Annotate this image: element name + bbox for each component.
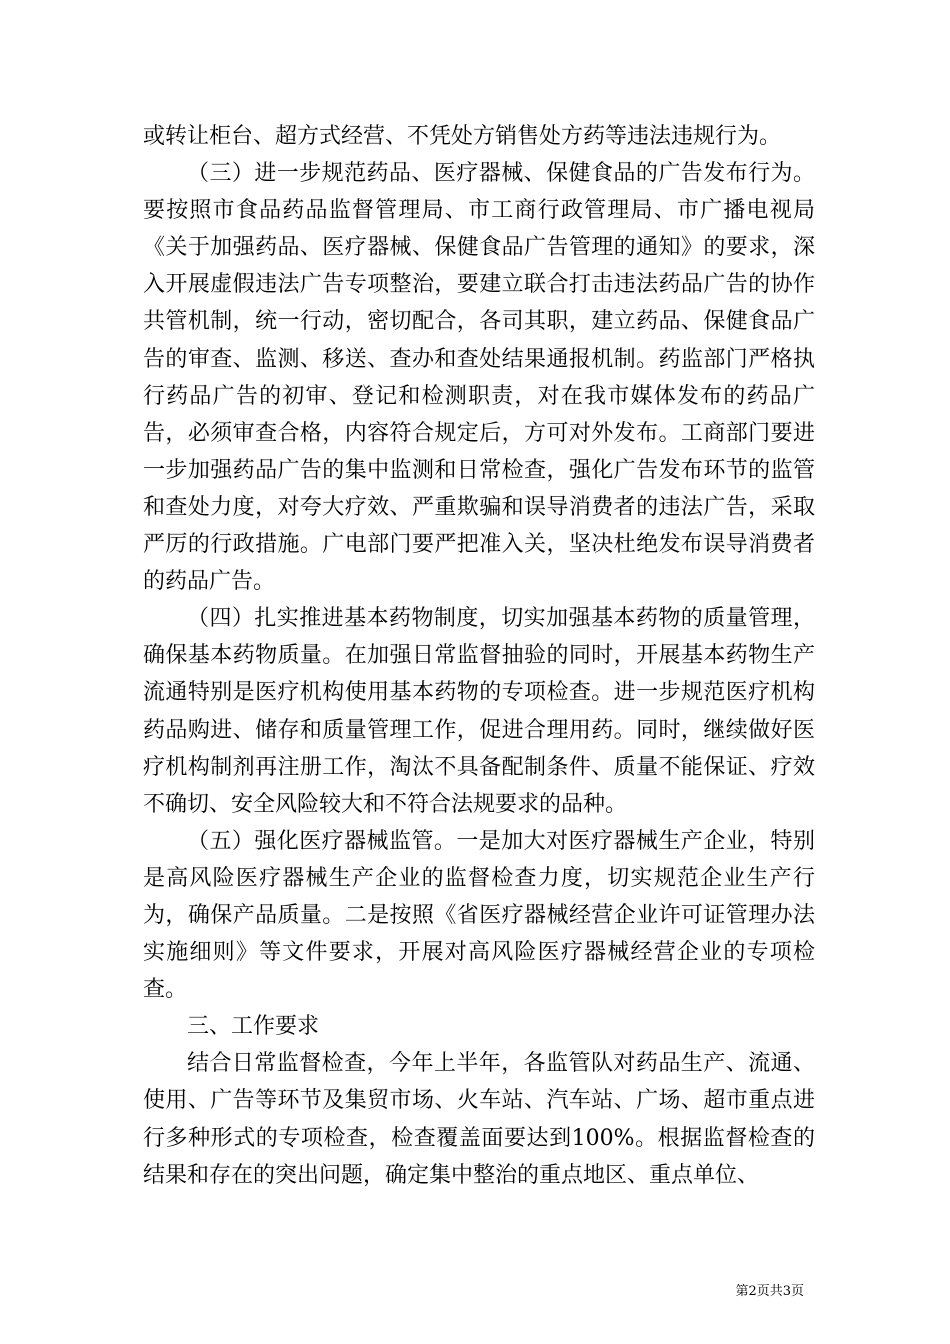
paragraph-5: 结合日常监督检查，今年上半年，各监管队对药品生产、流通、使用、广告等环节及集贸市场、火车站、汽车站、广场、超市重点进行多种形式的专项检查，检查覆盖面要达到100%。根据监督检查的结果和存在的突出问题，确定集中整治的重点地区、重点单位、	[143, 1051, 815, 1188]
document-body	[143, 118, 815, 1194]
paragraph-3: （四）扎实推进基本药物制度，切实加强基本药物的质量管理，确保基本药物质量。在加强日常监督抽验的同时，开展基本药物生产流通特别是医疗机构使用基本药物的专项检查。进一步规范医疗机构药品购进、储存和质量管理工作，促进合理用药。同时，继续做好医疗机构制剂再注册工作，淘汰不具备配制条件、质量不能保证、疗效不确切、安全风险较大和不符合法规要求的品种。	[143, 606, 815, 817]
paragraph-4: （五）强化医疗器械监管。一是加大对医疗器械生产企业，特别是高风险医疗器械生产企业的监督检查力度，切实规范企业生产行为，确保产品质量。二是按照《省医疗器械经营企业许可证管理办法实施细则》等文件要求，开展对高风险医疗器械经营企业的专项检查。	[143, 828, 815, 1003]
paragraph-1: 或转让柜台、超方式经营、不凭处方销售处方药等违法违规行为。	[143, 124, 782, 149]
page-number-footer: 第2页共3页	[735, 1284, 804, 1299]
section-heading: 三、工作要求	[187, 1014, 320, 1040]
paragraph-2: （三）进一步规范药品、医疗器械、保健食品的广告发布行为。要按照市食品药品监督管理局、市工商行政管理局、市广播电视局《关于加强药品、医疗器械、保健食品广告管理的通知》的要求，深入开展虚假违法广告专项整治，要建立联合打击违法药品广告的协作共管机制，统一行动，密切配合，各司其职，建立药品、保健食品广告的审查、监测、移送、查办和查处结果通报机制。药监部门严格执行药品广告的初审、登记和检测职责，对在我市媒体发布的药品广告，必须审查合格，内容符合规定后，方可对外发布。工商部门要进一步加强药品广告的集中监测和日常检查，强化广告发布环节的监管和查处力度，对夸大疗效、严重欺骗和误导消费者的违法广告，采取严厉的行政措施。广电部门要严把准入关，坚决杜绝发布误导消费者的药品广告。	[143, 161, 815, 595]
